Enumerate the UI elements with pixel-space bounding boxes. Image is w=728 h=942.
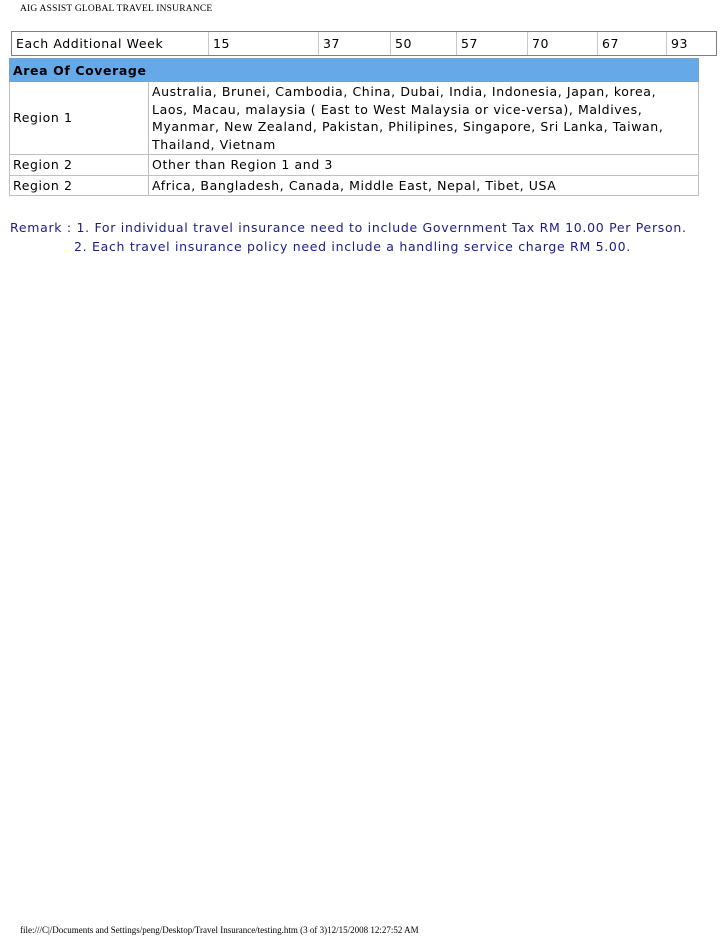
remark bbox=[10, 218, 720, 256]
additional-week-label: Each Additional Week bbox=[12, 32, 209, 55]
rate-cell: 57 bbox=[457, 32, 528, 55]
table-row bbox=[10, 155, 699, 176]
page-footer: file:///C|/Documents and Settings/peng/Desktop/Travel Insurance/testing.htm (3 of 3)12/15/2008 12:27:52 AM bbox=[20, 925, 419, 935]
rate-cell: 50 bbox=[391, 32, 457, 55]
remark-line-2: 2. Each travel insurance policy need include a handling service charge RM 5.00. bbox=[74, 239, 631, 254]
rate-cell: 67 bbox=[598, 32, 667, 55]
region-areas: Australia, Brunei, Cambodia, China, Dubai, India, Indonesia, Japan, korea, Laos, Macau, malaysia ( East to West Malaysia or vice-versa), Maldives, Myanmar, New Zealand, Pakistan, Philipines, Singapore, Sri Lanka, Taiwan, Thailand, Vietnam bbox=[149, 82, 699, 155]
region-areas: Other than Region 1 and 3 bbox=[149, 155, 699, 176]
rate-cell: 70 bbox=[528, 32, 598, 55]
table-row bbox=[10, 59, 699, 82]
rate-cell: 93 bbox=[671, 36, 689, 51]
region-label: Region 1 bbox=[10, 82, 149, 155]
coverage-table bbox=[9, 58, 699, 196]
table-row bbox=[10, 82, 699, 155]
rate-cell: 37 bbox=[319, 32, 391, 55]
region-label: Region 2 bbox=[10, 175, 149, 196]
remark-line-1: Remark : 1. For individual travel insurance need to include Government Tax RM 10.00 Per Person. bbox=[10, 220, 687, 235]
region-areas: Africa, Bangladesh, Canada, Middle East, Nepal, Tibet, USA bbox=[149, 175, 699, 196]
table-row bbox=[10, 175, 699, 196]
coverage-heading: Area Of Coverage bbox=[10, 59, 699, 82]
additional-week-table bbox=[11, 31, 717, 56]
page-header: AIG ASSIST GLOBAL TRAVEL INSURANCE bbox=[20, 4, 213, 14]
table-row bbox=[12, 32, 716, 55]
rate-cell: 15 bbox=[209, 32, 319, 55]
region-label: Region 2 bbox=[10, 155, 149, 176]
